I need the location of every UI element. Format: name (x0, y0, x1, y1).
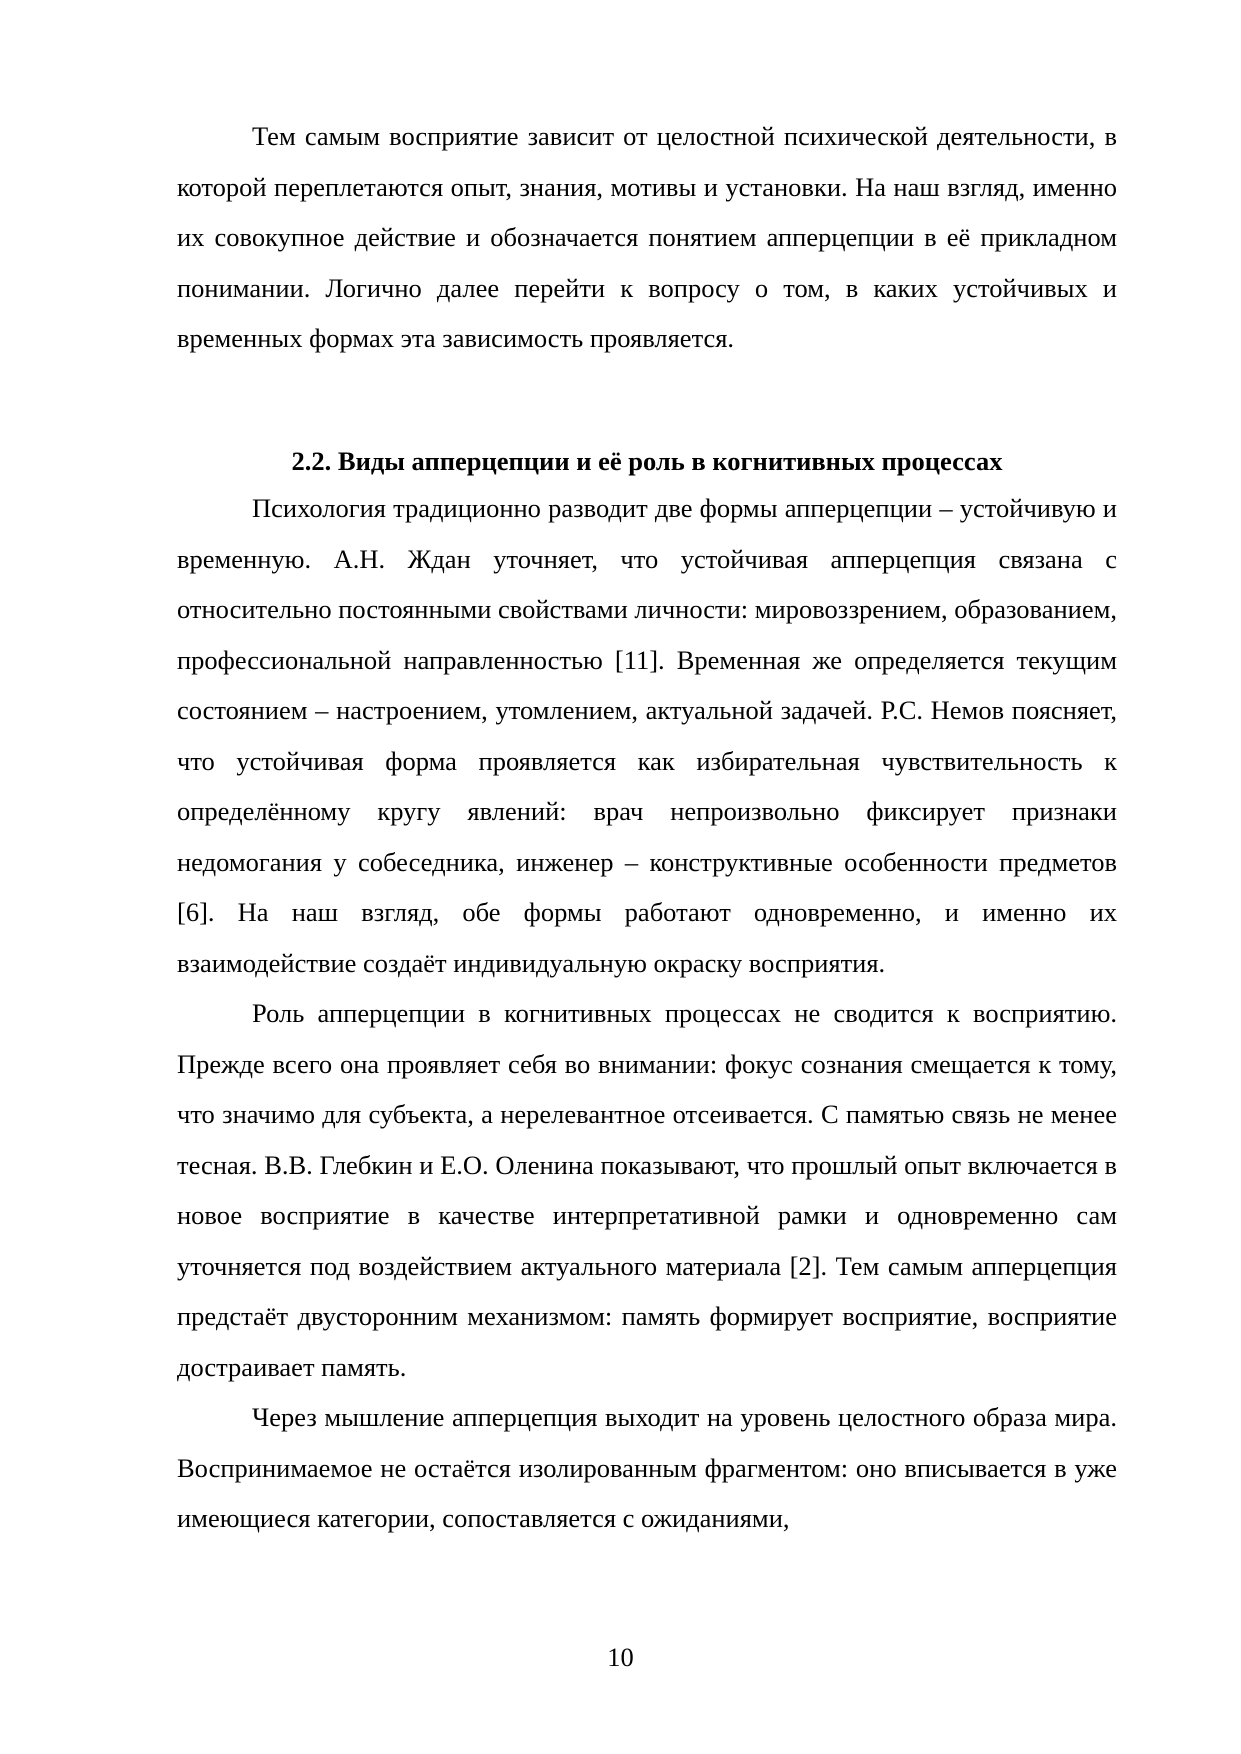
paragraph: Через мышление апперцепция выходит на уровень целостного образа мира. Воспринимаемое не остаётся изолированным фрагментом: оно вписывается в уже имеющиеся категории, сопоставляется с ожиданиями, (177, 1402, 1117, 1533)
page-number: 10 (607, 1642, 634, 1672)
body-text-main (177, 483, 1117, 1544)
body-text-top (177, 111, 1117, 364)
paragraph: Тем самым восприятие зависит от целостной психической деятельности, в которой переплетаются опыт, знания, мотивы и установки. На наш взгляд, именно их совокупное действие и обозначается понятием апперцепции в её прикладном понимании. Логично далее перейти к вопросу о том, в каких устойчивых и временных формах эта зависимость проявляется. (177, 121, 1117, 353)
section-heading: 2.2. Виды апперцепции и её роль в когнитивных процессах (291, 446, 1003, 476)
paragraph: Психология традиционно разводит две формы апперцепции – устойчивую и временную. А.Н. Ждан уточняет, что устойчивая апперцепция связана с относительно постоянными свойствами личности: мировоззрением, образованием, профессиональной направленностью [11]. Временная же определяется текущим состоянием – настроением, утомлением, актуальной задачей. Р.С. Немов поясняет, что устойчивая форма проявляется как избирательная чувствительность к определённому кругу явлений: врач непроизвольно фиксирует признаки недомогания у собеседника, инженер – конструктивные особенности предметов [6]. На наш взгляд, обе формы работают одновременно, и именно их взаимодействие создаёт индивидуальную окраску восприятия. (177, 493, 1117, 978)
paragraph: Роль апперцепции в когнитивных процессах не сводится к восприятию. Прежде всего она проявляет себя во внимании: фокус сознания смещается к тому, что значимо для субъекта, а нерелевантное отсеивается. С памятью связь не менее тесная. В.В. Глебкин и Е.О. Оленина показывают, что прошлый опыт включается в новое восприятие в качестве интерпретативной рамки и одновременно сам уточняется под воздействием актуального материала [2]. Тем самым апперцепция предстаёт двусторонним механизмом: память формирует восприятие, восприятие достраивает память. (177, 998, 1117, 1382)
